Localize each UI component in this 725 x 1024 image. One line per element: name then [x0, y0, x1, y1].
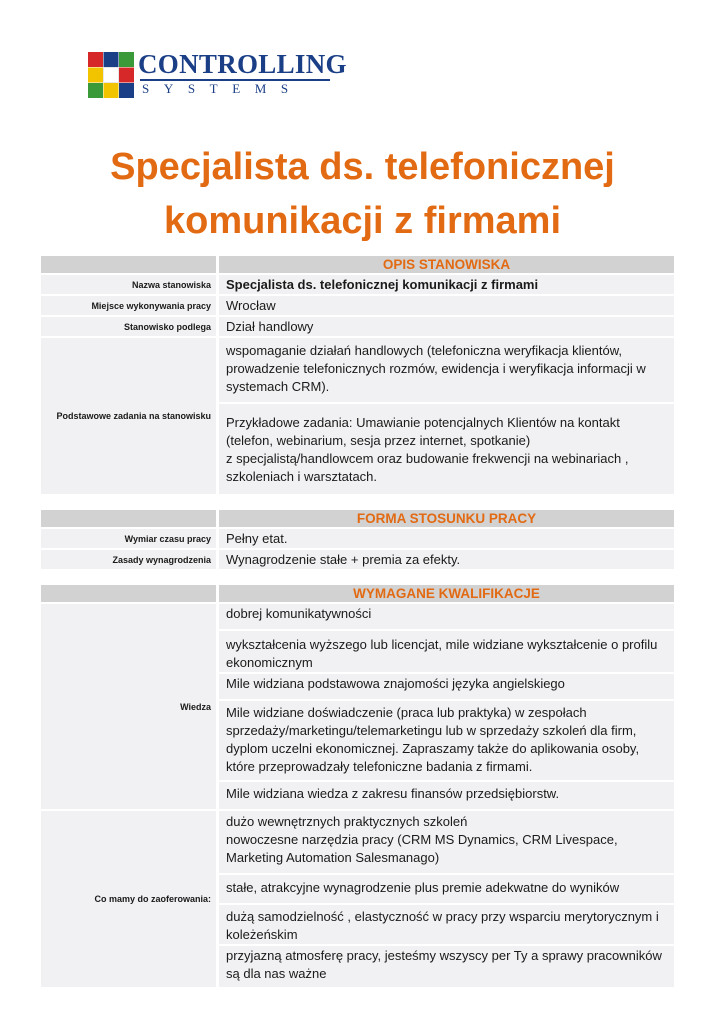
- row-label: Stanowisko podlega: [41, 317, 216, 336]
- requirement-item: Mile widziana podstawowa znajomości języka angielskiego: [219, 674, 674, 701]
- table-row: [41, 529, 674, 550]
- row-label: Zasady wynagrodzenia: [41, 550, 216, 569]
- logo-text-sub: SYSTEMS: [142, 81, 303, 96]
- title-line-1: Specjalista ds. telefonicznej: [110, 146, 615, 188]
- table-row-tasks: [41, 338, 674, 496]
- section-header-title: OPIS STANOWISKA: [219, 256, 674, 273]
- section-header-title: FORMA STOSUNKU PRACY: [219, 510, 674, 527]
- section-header: [41, 256, 674, 275]
- section-header: [41, 510, 674, 529]
- row-label: Wymiar czasu pracy: [41, 529, 216, 548]
- offer-item: dużą samodzielność , elastyczność w pracy przy wsparciu merytorycznym i koleżeńskim: [219, 905, 674, 946]
- section-opis-stanowiska: [41, 256, 674, 496]
- section-forma-stosunku-pracy: [41, 510, 674, 571]
- section-header-title: WYMAGANE KWALIFIKACJE: [219, 585, 674, 602]
- requirement-item: Mile widziane doświadczenie (praca lub praktyka) w zespołach sprzedaży/marketingu/telemarketingu lub w sprzedaży szkoleń dla firm, dyplom uczelni ekonomicznej. Zapraszamy także do aplikowania osoby, które przeprowadzały telefoniczne badania z firmami.: [219, 701, 674, 782]
- logo-text-main: CONTROLLING: [138, 49, 347, 79]
- table-row: [41, 275, 674, 296]
- table-row: [41, 296, 674, 317]
- offer-item: nowoczesne narzędzia pracy (CRM MS Dynamics, CRM Livespace, Marketing Automation Salesmanago): [226, 832, 618, 865]
- row-label: Nazwa stanowiska: [41, 275, 216, 294]
- requirement-item: Mile widziana wiedza z zakresu finansów przedsiębiorstw.: [219, 782, 674, 809]
- row-value: Specjalista ds. telefonicznej komunikacji z firmami: [219, 275, 674, 294]
- title-line-2: komunikacji z firmami: [163, 200, 561, 242]
- offer-item: dużo wewnętrznych praktycznych szkoleń: [226, 814, 468, 829]
- table-row: [41, 317, 674, 338]
- row-label: Miejsce wykonywania pracy: [41, 296, 216, 315]
- row-value: Dział handlowy: [219, 317, 674, 336]
- row-label: Podstawowe zadania na stanowisku: [41, 338, 216, 494]
- table-row: [41, 550, 674, 571]
- row-label: Co mamy do zaoferowania:: [41, 811, 216, 987]
- logo-grid-icon: [88, 52, 134, 98]
- row-value: Pełny etat.: [219, 529, 674, 548]
- company-logo: [88, 50, 348, 96]
- task-item: wspomaganie działań handlowych (telefoniczna weryfikacja klientów, prowadzenie telefonicznych rozmów, ewidencja i weryfikacja informacji w systemach CRM).: [219, 338, 674, 404]
- offer-item: przyjazną atmosferę pracy, jesteśmy wszyscy per Ty a sprawy pracowników są dla nas ważne: [219, 946, 674, 987]
- row-value: Wynagrodzenie stałe + premia za efekty.: [219, 550, 674, 569]
- row-value: Wrocław: [219, 296, 674, 315]
- requirement-item: dobrej komunikatywności: [219, 604, 674, 631]
- table-row-oferta: [41, 811, 674, 989]
- requirement-item: wykształcenia wyższego lub licencjat, mile widziane wykształcenie o profilu ekonomicznym: [219, 631, 674, 674]
- table-row-wiedza: [41, 604, 674, 811]
- task-item: Przykładowe zadania: Umawianie potencjalnych Klientów na kontakt (telefon, webinarium, sesja przez internet, spotkanie) z specjalistą/handlowcem oraz budowanie frekwencji na webinariach , szkoleniach i warsztatach.: [219, 404, 674, 494]
- page-title: [0, 140, 725, 248]
- row-label: Wiedza: [41, 604, 216, 809]
- offer-item: stałe, atrakcyjne wynagrodzenie plus premie adekwatne do wyników: [219, 875, 674, 905]
- section-wymagane-kwalifikacje: [41, 585, 674, 989]
- section-header: [41, 585, 674, 604]
